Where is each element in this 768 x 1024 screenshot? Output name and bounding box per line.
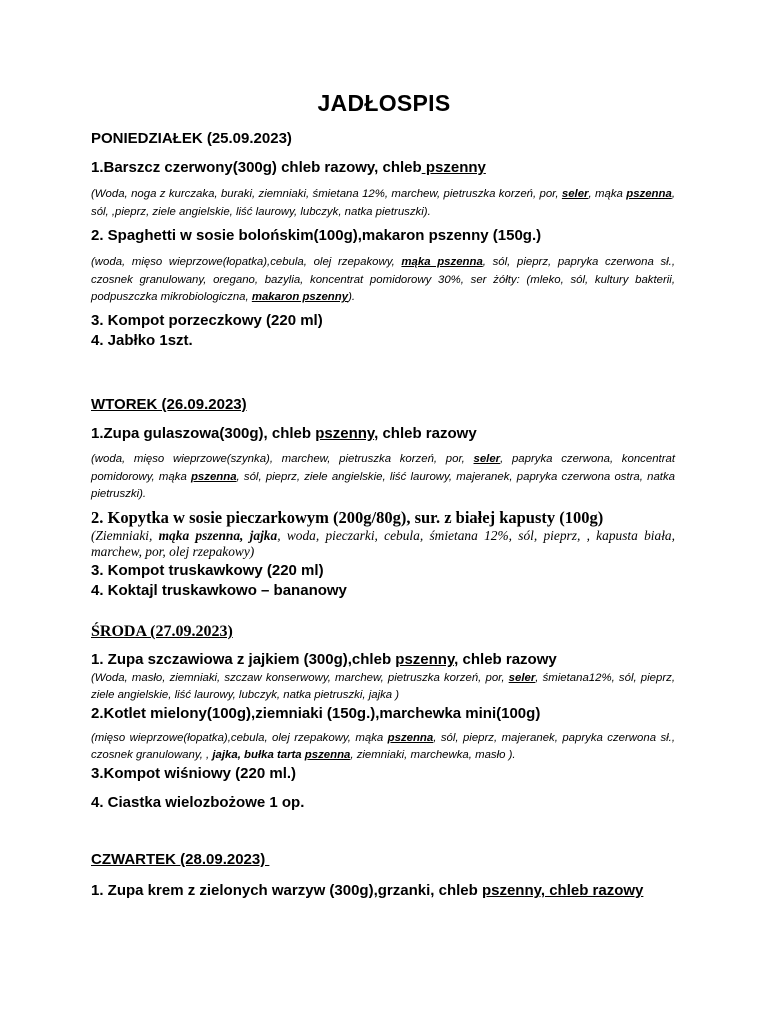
dish-monday-4: 4. Jabłko 1szt. xyxy=(91,332,193,349)
page-title: JADŁOSPIS xyxy=(317,90,451,116)
dish-thursday-1: 1. Zupa krem z zielonych warzyw (300g),grzanki, chleb pszenny, chleb razowy xyxy=(91,882,644,899)
dish-tuesday-3: 3. Kompot truskawkowy (220 ml) xyxy=(91,562,324,579)
ingredients-wednesday-1: (Woda, masło, ziemniaki, szczaw konserwowy, marchew, pietruszka korzeń, por, seler, śmietana12%, sól, pieprz, ziele angielskie, liść laurowy, lubczyk, natka pietruszki, jajka ) xyxy=(91,672,675,701)
dish-tuesday-4: 4. Koktajl truskawkowo – bananowy xyxy=(91,582,347,599)
day-heading-tuesday: WTOREK (26.09.2023) xyxy=(91,396,247,413)
day-heading-thursday: CZWARTEK (28.09.2023) xyxy=(91,851,270,868)
dish-monday-3: 3. Kompot porzeczkowy (220 ml) xyxy=(91,312,323,329)
ingredients-tuesday-1: (woda, mięso wieprzowe(szynka), marchew, pietruszka korzeń, por, seler, papryka czerwona, koncentrat pomidorowy, mąka pszenna, sól, pieprz, ziele angielskie, liść laurowy, majeranek, papryka czerwona ostra, natka pietruszki). xyxy=(91,453,675,500)
dish-tuesday-2: 2. Kopytka w sosie pieczarkowym (200g/80g), sur. z białej kapusty (100g) xyxy=(91,508,604,527)
dish-wednesday-2: 2.Kotlet mielony(100g),ziemniaki (150g.),marchewka mini(100g) xyxy=(91,705,541,722)
dish-monday-2: 2. Spaghetti w sosie bolońskim(100g),makaron pszenny (150g.) xyxy=(91,227,542,244)
allergen: pszenna xyxy=(304,748,351,761)
allergen: seler xyxy=(473,453,501,465)
dish-wednesday-4: 4. Ciastka wielozbożowe 1 op. xyxy=(91,794,305,811)
ingredients-tuesday-2: (Ziemniaki, mąka pszenna, jajka, woda, pieczarki, cebula, śmietana 12%, sól, pieprz, , kapusta biała, marchew, por, olej rzepakowy) xyxy=(91,528,675,559)
allergen: seler xyxy=(561,188,589,200)
allergen: seler xyxy=(508,672,536,684)
ingredients-monday-2: (woda, mięso wieprzowe(łopatka),cebula, olej rzepakowy, mąka pszenna, sól, pieprz, papryka czerwona sł., czosnek granulowany, oregano, bazylia, koncentrat pomidorowy 30%, ser żółty: (mleko, sól, kultury bakterii, podpuszczka mikrobiologiczna, makaron pszenny). xyxy=(91,256,675,303)
dish-wednesday-1: 1. Zupa szczawiowa z jajkiem (300g),chleb pszenny, chleb razowy xyxy=(91,651,557,668)
ingredients-wednesday-2: (mięso wieprzowe(łopatka),cebula, olej rzepakowy, mąka pszenna, sól, pieprz, majeranek, papryka czerwona sł., czosnek granulowany, , jajka, bułka tarta pszenna, ziemniaki, marchewka, masło ). xyxy=(91,732,676,761)
ingredients-monday-1: (Woda, noga z kurczaka, buraki, ziemniaki, śmietana 12%, marchew, pietruszka korzeń, por, seler, mąka pszenna, sól, ,pieprz, ziele angielskie, liść laurowy, lubczyk, natka pietruszki). xyxy=(91,188,675,218)
dish-tuesday-1: 1.Zupa gulaszowa(300g), chleb pszenny, chleb razowy xyxy=(91,425,477,442)
allergen: mąka pszenna, jajka xyxy=(158,528,278,543)
allergen: jajka, bułka tarta xyxy=(212,748,305,761)
dish-monday-1: 1.Barszcz czerwony(300g) chleb razowy, chleb pszenny xyxy=(91,159,486,176)
dish-wednesday-3: 3.Kompot wiśniowy (220 ml.) xyxy=(91,765,297,782)
day-heading-monday: PONIEDZIAŁEK (25.09.2023) xyxy=(91,130,292,147)
allergen: pszenna xyxy=(387,732,434,744)
allergen: makaron pszenny xyxy=(251,291,349,303)
allergen: pszenna xyxy=(190,470,237,483)
allergen: pszenna xyxy=(626,188,672,200)
allergen: mąka pszenna xyxy=(401,256,483,268)
day-heading-wednesday: ŚRODA (27.09.2023) xyxy=(91,623,233,640)
